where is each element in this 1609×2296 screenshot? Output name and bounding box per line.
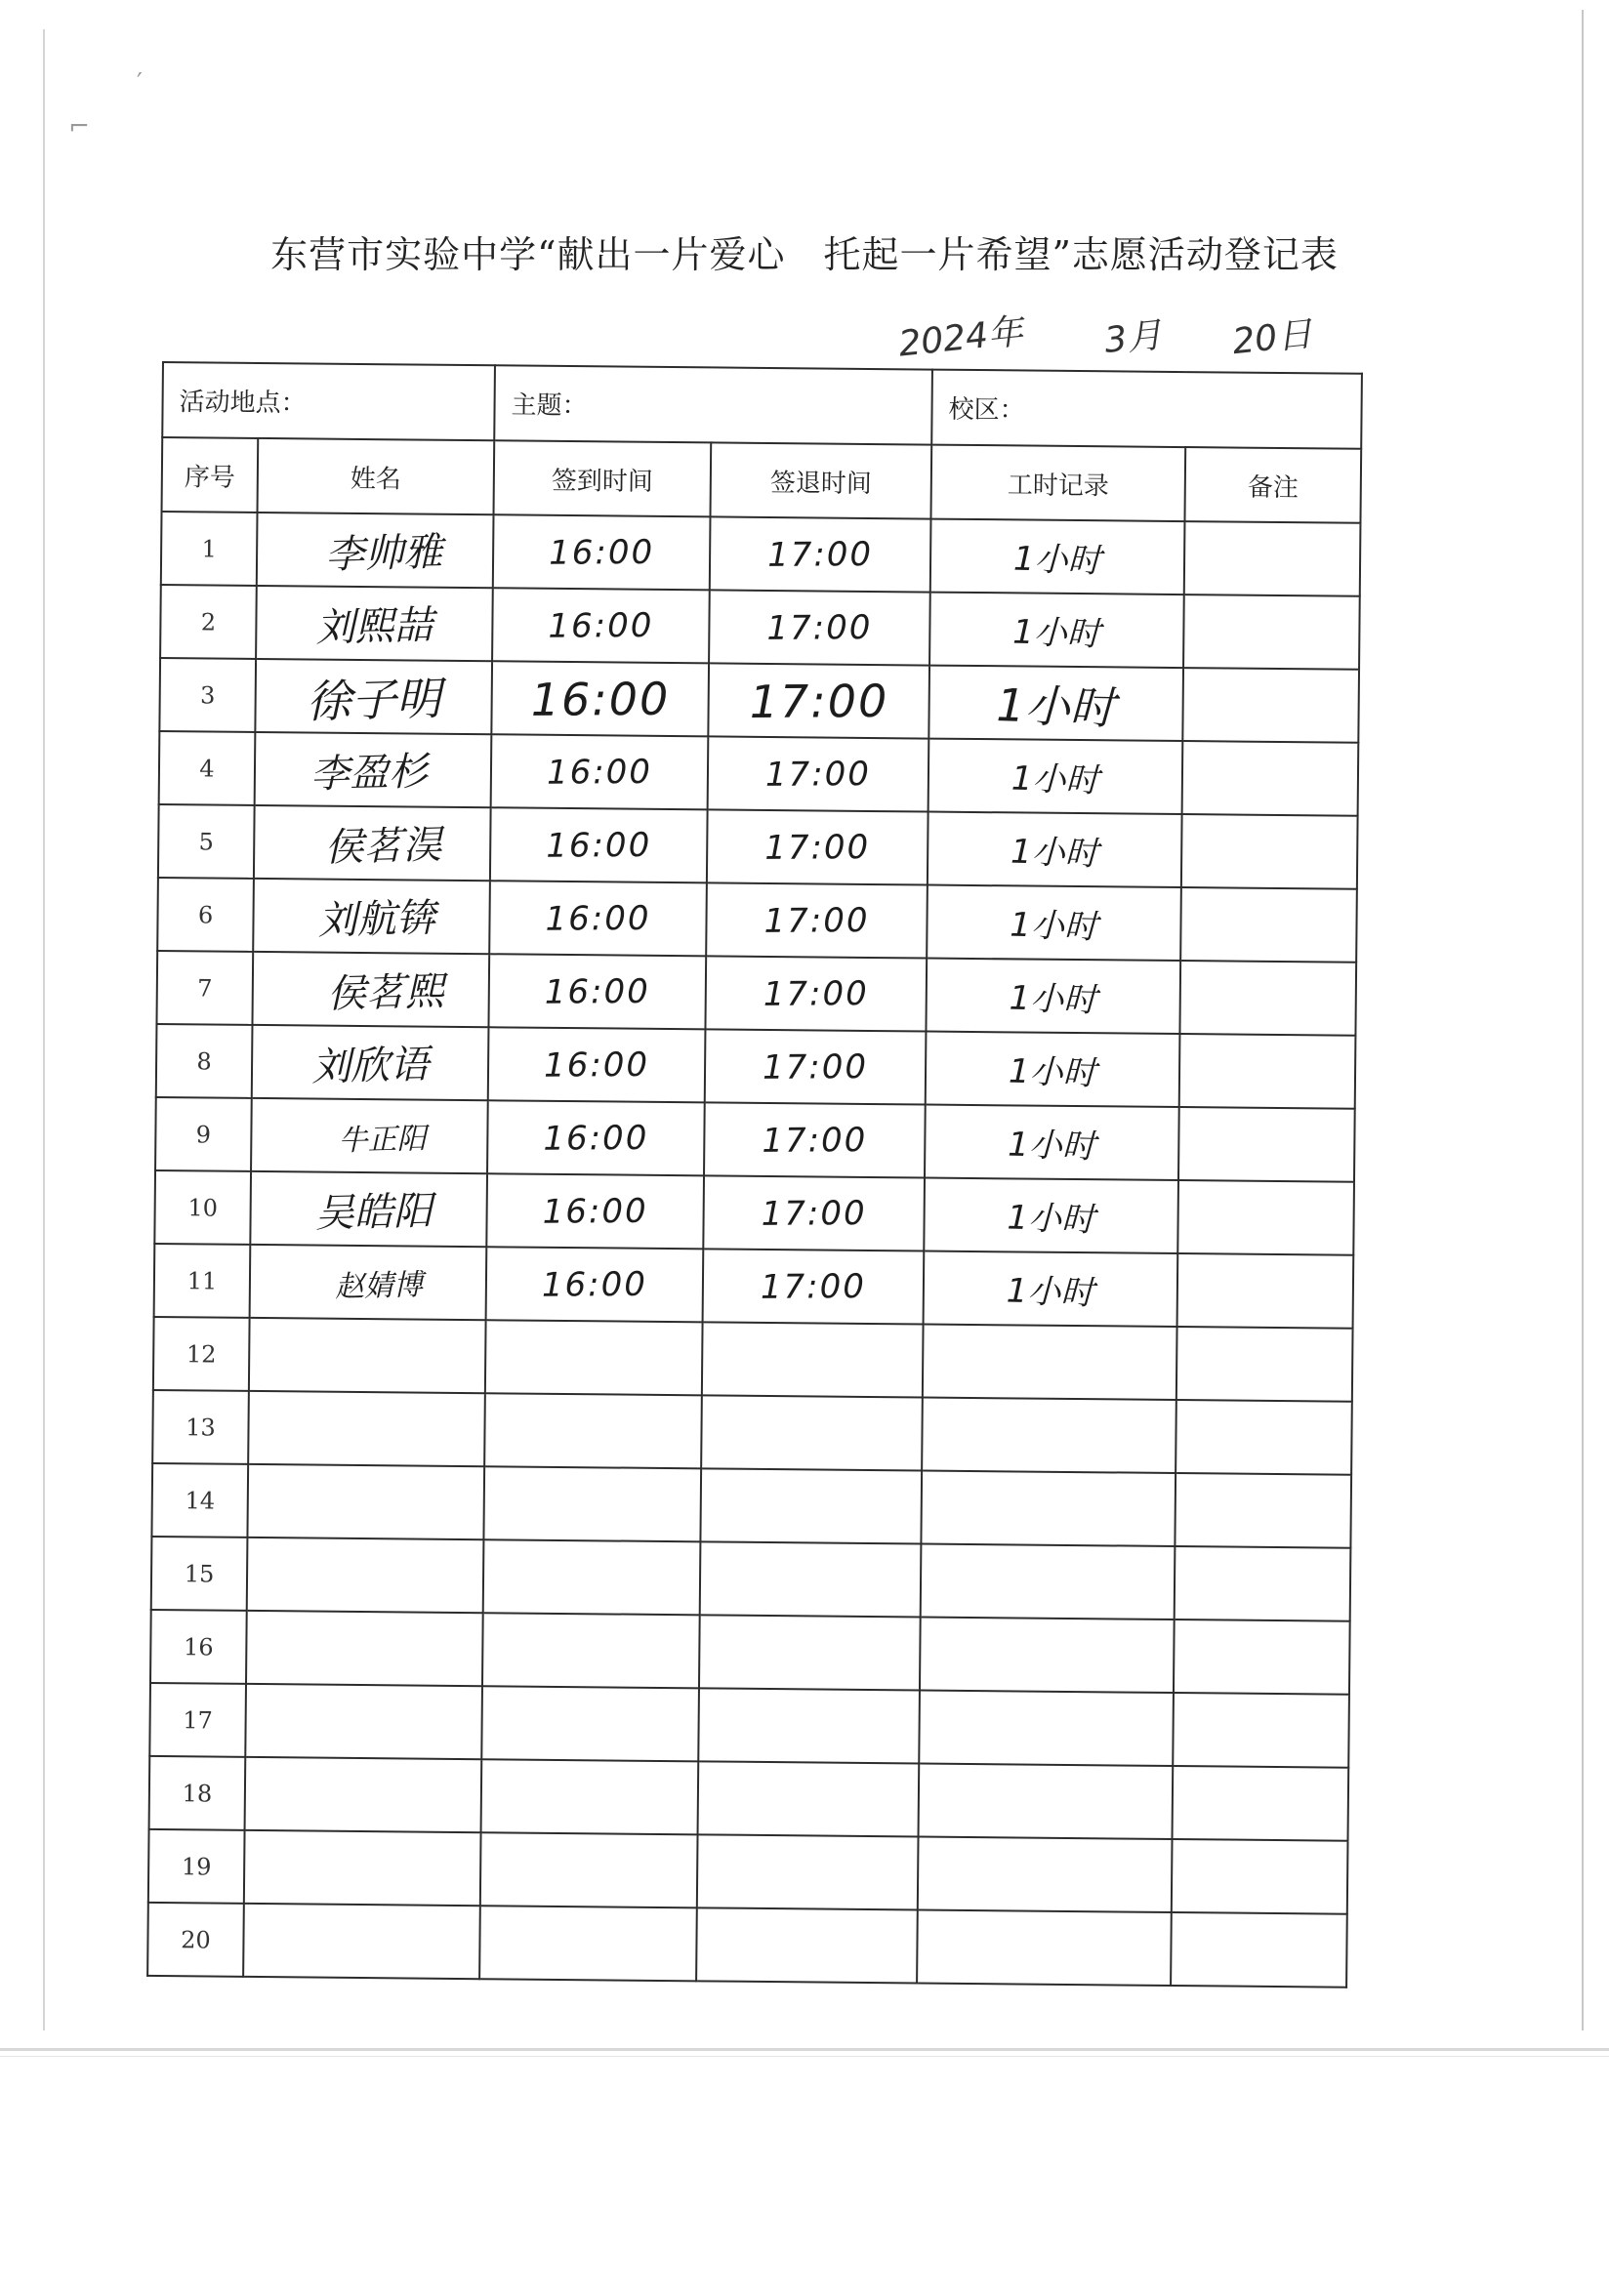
column-header: 工时记录 bbox=[931, 445, 1186, 521]
remarks-cell bbox=[1183, 594, 1360, 670]
sign-out-time: 17:00 bbox=[749, 674, 889, 728]
remarks-cell bbox=[1177, 1253, 1354, 1329]
participant-name: 李盈杉 bbox=[309, 749, 429, 798]
table-row bbox=[158, 804, 1358, 889]
sign-in-time-cell bbox=[485, 1320, 703, 1395]
row-number: 15 bbox=[151, 1537, 248, 1611]
row-number: 17 bbox=[149, 1683, 246, 1757]
row-number: 13 bbox=[152, 1390, 249, 1464]
work-hours-cell bbox=[928, 739, 1183, 814]
sign-in-time-cell bbox=[491, 661, 709, 736]
table-row bbox=[148, 1829, 1348, 1914]
row-number: 16 bbox=[150, 1610, 247, 1684]
table-row bbox=[159, 731, 1359, 816]
sign-in-time-cell bbox=[481, 1686, 699, 1761]
remarks-cell bbox=[1179, 1034, 1356, 1109]
sign-in-time-cell bbox=[482, 1613, 700, 1688]
row-number: 18 bbox=[149, 1756, 246, 1830]
table-row bbox=[151, 1537, 1351, 1621]
work-hours: 1小时 bbox=[1010, 832, 1099, 875]
sign-in-time: 16:00 bbox=[546, 752, 653, 793]
work-hours: 1小时 bbox=[1012, 539, 1102, 582]
row-number: 8 bbox=[156, 1024, 253, 1098]
participant-name-cell bbox=[245, 1684, 482, 1759]
scan-mark: ⌐ bbox=[68, 112, 90, 142]
remarks-cell bbox=[1171, 1912, 1347, 1988]
sign-in-time: 16:00 bbox=[530, 672, 671, 726]
sign-out-time-cell bbox=[698, 1761, 920, 1836]
column-header: 备注 bbox=[1185, 447, 1362, 523]
sign-out-time-cell bbox=[710, 516, 931, 592]
remarks-cell bbox=[1179, 961, 1356, 1036]
table-row bbox=[152, 1390, 1352, 1475]
sign-in-time: 16:00 bbox=[548, 605, 654, 646]
table-row bbox=[155, 1097, 1355, 1182]
table-row bbox=[153, 1317, 1353, 1402]
work-hours: 1小时 bbox=[1010, 905, 1098, 947]
column-header: 签到时间 bbox=[494, 440, 712, 516]
participant-name: 牛正阳 bbox=[338, 1121, 427, 1158]
sign-out-time-cell bbox=[703, 1249, 925, 1324]
participant-name: 侯茗熙 bbox=[326, 968, 445, 1017]
work-hours-cell bbox=[925, 1105, 1179, 1180]
sign-out-time: 17:00 bbox=[766, 607, 873, 648]
participant-name-cell bbox=[250, 1171, 487, 1247]
remarks-cell bbox=[1184, 521, 1361, 596]
table-row bbox=[157, 878, 1357, 963]
column-header: 签退时间 bbox=[711, 442, 932, 518]
sign-in-time: 16:00 bbox=[541, 1264, 648, 1305]
sign-in-time-cell bbox=[483, 1539, 701, 1615]
sign-in-time-cell bbox=[489, 881, 707, 956]
meta-row bbox=[162, 362, 1362, 449]
work-hours-cell bbox=[919, 1691, 1174, 1766]
column-header: 姓名 bbox=[258, 438, 495, 514]
sign-out-time-cell bbox=[702, 1322, 924, 1397]
participant-name-cell bbox=[247, 1464, 484, 1539]
remarks-cell bbox=[1173, 1693, 1349, 1768]
row-number: 3 bbox=[159, 658, 256, 732]
sign-out-time-cell bbox=[708, 736, 929, 811]
sign-out-time: 17:00 bbox=[760, 1266, 867, 1307]
remarks-cell bbox=[1172, 1839, 1348, 1914]
table-row bbox=[156, 1024, 1356, 1109]
participant-name-cell bbox=[252, 952, 489, 1027]
participant-name-cell bbox=[254, 805, 491, 881]
sign-out-time-cell bbox=[708, 663, 929, 738]
work-hours: 1小时 bbox=[1008, 1051, 1097, 1093]
work-hours: 1小时 bbox=[1009, 978, 1098, 1020]
work-hours-cell bbox=[924, 1178, 1178, 1253]
sign-out-time-cell bbox=[697, 1834, 919, 1909]
sign-in-time-cell bbox=[487, 1100, 705, 1175]
date-month: 3月 bbox=[1101, 315, 1164, 361]
date-year: 2024年 bbox=[896, 311, 1025, 365]
participant-name: 刘航锛 bbox=[317, 895, 436, 944]
sign-out-time: 17:00 bbox=[764, 754, 872, 795]
sign-in-time: 16:00 bbox=[542, 1191, 648, 1232]
table-row bbox=[156, 951, 1356, 1036]
row-number: 1 bbox=[161, 512, 258, 586]
date-day: 20日 bbox=[1230, 313, 1315, 363]
row-number: 5 bbox=[158, 804, 255, 879]
table-row bbox=[154, 1170, 1354, 1255]
page-left-edge bbox=[43, 29, 45, 2030]
row-number: 2 bbox=[160, 585, 257, 659]
sign-in-time-cell bbox=[490, 807, 708, 882]
work-hours-cell bbox=[928, 666, 1183, 741]
sign-out-time-cell bbox=[705, 1029, 927, 1104]
work-hours-cell bbox=[921, 1471, 1176, 1546]
page-right-edge bbox=[1582, 10, 1584, 2030]
table-row bbox=[161, 512, 1361, 596]
sign-in-time-cell bbox=[486, 1173, 704, 1249]
remarks-cell bbox=[1174, 1620, 1350, 1695]
participant-name-cell bbox=[249, 1318, 486, 1393]
row-number: 20 bbox=[147, 1903, 244, 1977]
work-hours-cell bbox=[917, 1910, 1172, 1986]
work-hours-cell bbox=[928, 812, 1182, 887]
campus-label: 校区： bbox=[931, 370, 1362, 449]
remarks-cell bbox=[1175, 1546, 1351, 1621]
sign-in-time: 16:00 bbox=[546, 825, 652, 866]
table-row bbox=[149, 1683, 1349, 1768]
remarks-cell bbox=[1175, 1473, 1351, 1548]
participant-name: 侯茗淏 bbox=[323, 822, 442, 871]
table-row bbox=[154, 1244, 1354, 1329]
sign-out-time: 17:00 bbox=[764, 827, 871, 868]
participant-name: 赵婧博 bbox=[334, 1267, 424, 1304]
sign-out-time: 17:00 bbox=[762, 1120, 868, 1161]
sign-out-time-cell bbox=[704, 1102, 926, 1177]
sign-out-time-cell bbox=[709, 590, 930, 665]
remarks-cell bbox=[1180, 887, 1357, 963]
sign-in-time-cell bbox=[481, 1759, 699, 1834]
table-row bbox=[147, 1903, 1347, 1988]
sign-in-time-cell bbox=[488, 1027, 706, 1102]
sign-out-time-cell bbox=[700, 1541, 922, 1617]
table-row bbox=[160, 585, 1360, 670]
remarks-cell bbox=[1177, 1180, 1354, 1255]
work-hours-cell bbox=[929, 593, 1184, 668]
work-hours-cell bbox=[921, 1544, 1176, 1620]
row-number: 6 bbox=[157, 878, 254, 952]
remarks-cell bbox=[1173, 1766, 1349, 1841]
work-hours-cell bbox=[918, 1837, 1173, 1912]
row-number: 14 bbox=[151, 1463, 248, 1538]
sign-out-time-cell bbox=[707, 809, 928, 884]
work-hours-cell bbox=[930, 519, 1185, 594]
work-hours-cell bbox=[920, 1618, 1175, 1693]
remarks-cell bbox=[1178, 1107, 1355, 1182]
sign-out-time-cell bbox=[696, 1907, 918, 1983]
sign-out-time-cell bbox=[698, 1688, 920, 1763]
participant-name-cell bbox=[255, 732, 492, 807]
column-header: 序号 bbox=[162, 437, 259, 512]
row-number: 9 bbox=[155, 1097, 252, 1171]
form-date bbox=[896, 310, 1315, 365]
location-label: 活动地点： bbox=[162, 362, 495, 440]
sign-in-time-cell bbox=[486, 1247, 704, 1322]
topic-label: 主题： bbox=[494, 365, 932, 444]
sign-in-time-cell bbox=[484, 1393, 702, 1468]
scan-mark: ′ bbox=[137, 68, 143, 98]
registration-table bbox=[146, 361, 1363, 1988]
participant-name: 徐子明 bbox=[306, 671, 442, 728]
work-hours: 1小时 bbox=[996, 677, 1116, 734]
remarks-cell bbox=[1181, 814, 1358, 889]
sign-in-time: 16:00 bbox=[544, 971, 650, 1012]
remarks-cell bbox=[1182, 741, 1359, 816]
sign-out-time-cell bbox=[700, 1468, 922, 1543]
table-row bbox=[149, 1756, 1349, 1841]
participant-name-cell bbox=[247, 1538, 484, 1613]
participant-name-cell bbox=[243, 1904, 480, 1979]
row-number: 19 bbox=[148, 1829, 245, 1904]
participant-name-cell bbox=[246, 1611, 483, 1686]
sign-out-time: 17:00 bbox=[762, 1046, 869, 1087]
row-number: 10 bbox=[154, 1170, 251, 1245]
work-hours-cell bbox=[919, 1764, 1174, 1839]
row-number: 7 bbox=[156, 951, 253, 1025]
work-hours-cell bbox=[923, 1325, 1177, 1400]
header-row bbox=[162, 437, 1362, 523]
work-hours-cell bbox=[924, 1251, 1178, 1327]
table-row bbox=[151, 1463, 1351, 1548]
row-number: 12 bbox=[153, 1317, 250, 1391]
work-hours: 1小时 bbox=[1011, 612, 1101, 655]
work-hours-cell bbox=[926, 1032, 1180, 1107]
row-number: 11 bbox=[154, 1244, 251, 1318]
sign-in-time-cell bbox=[493, 514, 711, 590]
remarks-cell bbox=[1182, 668, 1359, 743]
participant-name-cell bbox=[248, 1391, 485, 1466]
participant-name-cell bbox=[245, 1757, 482, 1832]
sign-in-time: 16:00 bbox=[543, 1045, 650, 1086]
sign-in-time-cell bbox=[483, 1466, 701, 1541]
sign-in-time-cell bbox=[479, 1906, 697, 1981]
work-hours-cell bbox=[922, 1398, 1176, 1473]
page-bottom-edge-shadow bbox=[0, 2056, 1609, 2057]
sign-out-time-cell bbox=[706, 882, 928, 958]
row-number: 4 bbox=[159, 731, 256, 805]
page-bottom-edge bbox=[0, 2048, 1609, 2051]
registration-table-wrapper bbox=[146, 361, 1361, 1988]
participant-name-cell bbox=[250, 1245, 487, 1320]
sign-out-time-cell bbox=[699, 1615, 921, 1690]
form-title: 东营市实验中学“献出一片爱心 托起一片希望”志愿活动登记表 bbox=[270, 233, 1339, 276]
participant-name-cell bbox=[253, 879, 490, 954]
sign-in-time: 16:00 bbox=[545, 898, 651, 939]
sign-in-time: 16:00 bbox=[549, 532, 655, 573]
participant-name-cell bbox=[255, 659, 492, 734]
work-hours: 1小时 bbox=[1007, 1125, 1096, 1167]
sign-in-time-cell bbox=[491, 734, 709, 809]
sign-in-time-cell bbox=[480, 1832, 698, 1907]
sign-in-time-cell bbox=[488, 954, 706, 1029]
sign-out-time: 17:00 bbox=[761, 1193, 867, 1234]
sign-out-time: 17:00 bbox=[763, 973, 869, 1014]
participant-name: 李帅雅 bbox=[324, 529, 443, 578]
sign-out-time-cell bbox=[701, 1395, 923, 1470]
participant-name: 刘欣语 bbox=[310, 1042, 430, 1090]
sign-out-time: 17:00 bbox=[767, 534, 874, 575]
remarks-cell bbox=[1176, 1327, 1353, 1402]
work-hours-cell bbox=[926, 959, 1180, 1034]
sign-out-time-cell bbox=[703, 1175, 925, 1250]
participant-name: 吴皓阳 bbox=[314, 1188, 433, 1237]
participant-name-cell bbox=[251, 1098, 488, 1173]
sign-in-time: 16:00 bbox=[543, 1118, 649, 1159]
sign-out-time-cell bbox=[705, 956, 927, 1031]
participant-name-cell bbox=[256, 586, 493, 661]
table-row bbox=[150, 1610, 1350, 1695]
work-hours-cell bbox=[927, 885, 1181, 961]
sign-out-time: 17:00 bbox=[763, 900, 870, 941]
work-hours: 1小时 bbox=[1006, 1271, 1095, 1313]
remarks-cell bbox=[1176, 1400, 1352, 1475]
participant-name-cell bbox=[257, 512, 494, 588]
work-hours: 1小时 bbox=[1011, 758, 1100, 801]
work-hours: 1小时 bbox=[1007, 1198, 1095, 1240]
table-row bbox=[159, 658, 1359, 743]
participant-name-cell bbox=[252, 1025, 489, 1100]
participant-name: 刘熙喆 bbox=[314, 602, 434, 651]
participant-name-cell bbox=[244, 1830, 481, 1906]
sign-in-time-cell bbox=[492, 588, 710, 663]
